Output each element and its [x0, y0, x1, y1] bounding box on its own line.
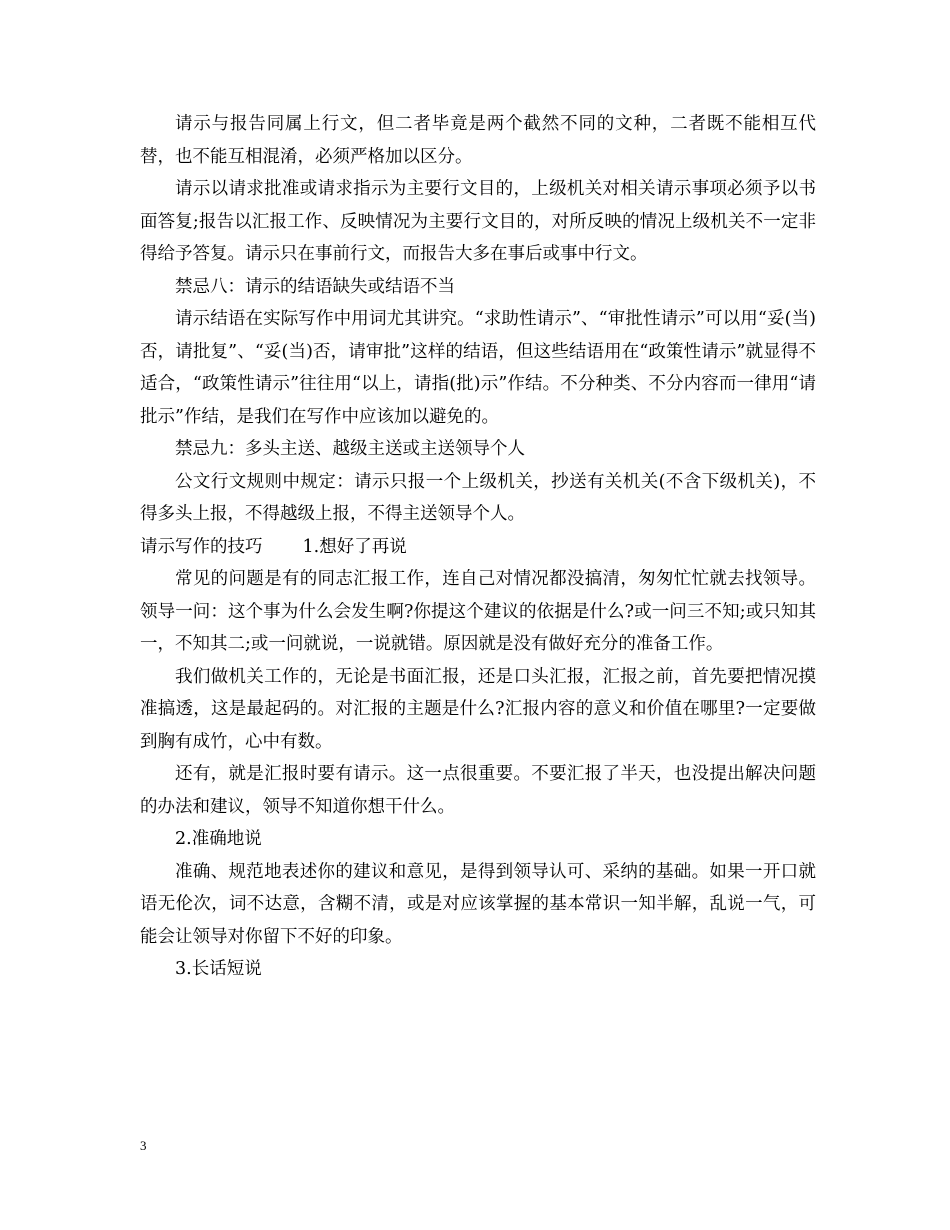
tip-one-title: 1.想好了再说: [302, 536, 407, 557]
paragraph-prepare-report: 我们做机关工作的，无论是书面汇报，还是口头汇报，汇报之前，首先要把情况摸准搞透，这是最起码的。对汇报的主题是什么?汇报内容的意义和价值在哪里?一定要做到胸有成竹，心中有数。: [140, 666, 816, 752]
document-body: [140, 108, 816, 986]
paragraph-routing-rules: 公文行文规则中规定：请示只报一个上级机关，抄送有关机关(不含下级机关)，不得多头上报，不得越级上报，不得主送领导个人。: [140, 471, 816, 524]
section-heading-writing-tips: [140, 531, 816, 564]
paragraph-common-problem: 常见的问题是有的同志汇报工作，连自己对情况都没搞清，匆匆忙忙就去找领导。领导一问：这个事为什么会发生啊?你提这个建议的依据是什么?或一问三不知;或只知其一，不知其二;或一问就说，一说就错。原因就是没有做好充分的准备工作。: [140, 569, 816, 654]
heading-taboo-nine: 禁忌九：多头主送、越级主送或主送领导个人: [175, 439, 525, 459]
paragraph-request-purpose: 请示以请求批准或请求指示为主要行文目的，上级机关对相关请示事项必须予以书面答复;报告以汇报工作、反映情况为主要行文目的，对所反映的情况上级机关不一定非得给予答复。请示只在事前行文，而报告大多在事后或事中行文。: [140, 179, 816, 264]
paragraph-closing-phrases: 请示结语在实际写作中用词尤其讲究。“求助性请示”、“审批性请示”可以用“妥(当)否，请批复”、“妥(当)否，请审批”这样的结语，但这些结语用在“政策性请示”就显得不适合，“政策性请示”往往用“以上，请指(批)示”作结。不分种类、不分内容而一律用“请批示”作结，是我们在写作中应该加以避免的。: [140, 309, 816, 427]
paragraph-speak-accurately: 准确、规范地表述你的建议和意见，是得到领导认可、采纳的基础。如果一开口就语无伦次，词不达意，含糊不清，或是对应该掌握的基本常识一知半解，乱说一气，可能会让领导对你留下不好的印象。: [140, 861, 816, 947]
paragraph-request-in-report: 还有，就是汇报时要有请示。这一点很重要。不要汇报了半天，也没提出解决问题的办法和建议，领导不知道你想干什么。: [140, 764, 816, 817]
heading-taboo-eight: 禁忌八：请示的结语缺失或结语不当: [175, 276, 455, 297]
tip-three-title: 3.长话短说: [175, 959, 262, 979]
section-title: 请示写作的技巧: [140, 536, 263, 557]
paragraph-request-vs-report: 请示与报告同属上行文，但二者毕竟是两个截然不同的文种，二者既不能相互代替，也不能互相混淆，必须严格加以区分。: [140, 114, 816, 167]
page-number: 3: [140, 1138, 147, 1153]
tip-two-title: 2.准确地说: [175, 829, 262, 849]
